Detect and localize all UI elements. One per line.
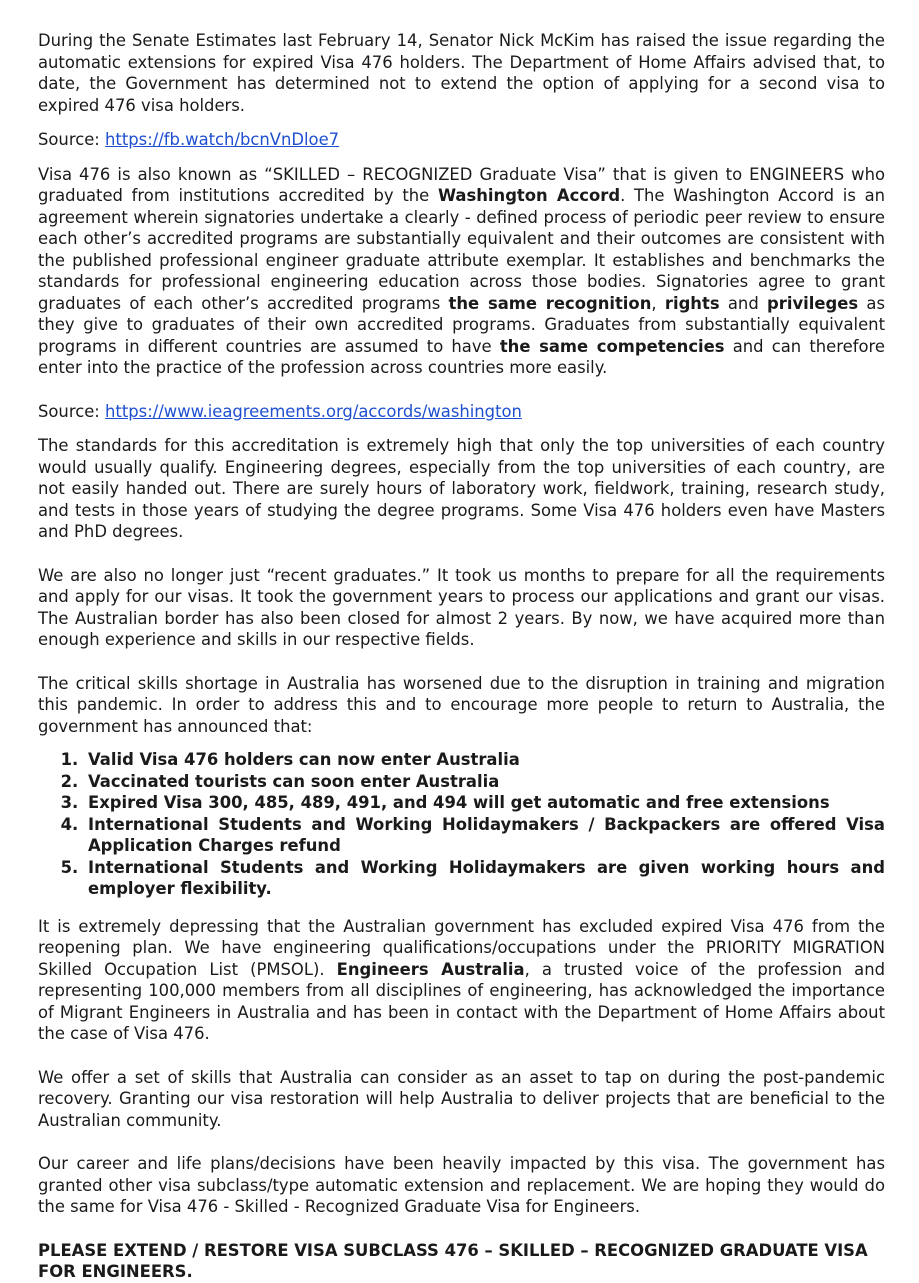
text-run: and can therefore enter into the practice of the profession across countries more easily. [38, 336, 885, 377]
paragraph-skills-offer: We offer a set of skills that Australia can consider as an asset to tap on during the post-pandemic recovery. Granting our visa restoration will help Australia to deliver projects that are beneficial to the Australian community. [38, 1067, 885, 1130]
source-label: Source: [38, 130, 106, 149]
list-item: 1. Valid Visa 476 holders can now enter Australia [84, 749, 885, 771]
text-run: as they give to graduates of their own accredited programs. Graduates from substantially equivalent programs in different countries are assumed to have [38, 293, 885, 356]
list-item: 3. Expired Visa 300, 485, 489, 491, and 494 will get automatic and free extensions [84, 792, 885, 814]
paragraph-skills-shortage: The critical skills shortage in Australia has worsened due to the disruption in training and migration this pandemic. In order to address this and to encourage more people to return to Australia, the government has announced that: [38, 673, 885, 736]
bold-same-competencies: the same competencies [499, 336, 725, 356]
text-run: and [719, 293, 768, 313]
paragraph-accreditation-standards: The standards for this accreditation is extremely high that only the top universities of each country would usually qualify. Engineering degrees, especially from the top universities of each country, are not easily handed out. There are surely hours of laboratory work, fieldwork, training, research study, and tests in those years of studying the degree programs. Some Visa 476 holders even have Masters and PhD degrees. [38, 436, 885, 541]
text-run: . The Washington Accord is an agreement wherein signatories undertake a clearly - defined process of periodic peer review to ensure each other’s accredited programs are substantially equivalent and their outcomes are consistent with the published professional engineer graduate attribute exemplar. It establishes and benchmarks the standards for professional engineering education across those bodies. Signatories agree to grant graduates of each other’s accredited programs [38, 186, 886, 313]
text-run: , [651, 293, 665, 313]
bold-privileges: privileges [767, 293, 859, 313]
source-label: Source: [38, 401, 106, 421]
bold-engineers-australia: Engineers Australia [336, 959, 525, 979]
source-link-ieagreements[interactable]: https://www.ieagreements.org/accords/washington [105, 401, 522, 421]
source-link-fb-watch[interactable]: https://fb.watch/bcnVnDloe7 [105, 130, 340, 149]
announcement-list [38, 749, 885, 900]
closing-appeal: PLEASE EXTEND / RESTORE VISA SUBCLASS 476 – SKILLED – RECOGNIZED GRADUATE VISA FOR ENGINEERS. [38, 1240, 868, 1281]
list-item: 4. International Students and Working Holidaymakers / Backpackers are offered Visa Application Charges refund [84, 814, 885, 857]
bold-same-recognition: the same recognition [448, 293, 652, 313]
paragraph-excluded-visa [38, 916, 885, 1045]
paragraph-recent-graduates: We are also no longer just “recent graduates.” It took us months to prepare for all the requirements and apply for our visas. It took the government years to process our applications and grant our visas. The Australian border has also been closed for almost 2 years. By now, we have acquired more than enough experience and skills in our respective fields. [38, 565, 885, 649]
bold-washington-accord: Washington Accord [437, 186, 621, 205]
text-run: , a trusted voice of the profession and representing 100,000 members from all disciplines of engineering, has acknowledged the importance of Migrant Engineers in Australia and has been in contact with the Department of Home Affairs about the case of Visa 476. [38, 959, 885, 1043]
source-line-2 [38, 401, 885, 423]
paragraph-senate-estimates: During the Senate Estimates last February 14, Senator Nick McKim has raised the issue regarding the automatic extensions for expired Visa 476 holders. The Department of Home Affairs advised that, to date, the Government has determined not to extend the option of applying for a second visa to expired 476 visa holders. [38, 31, 885, 115]
bold-rights: rights [664, 293, 720, 313]
list-item: 2. Vaccinated tourists can soon enter Australia [84, 771, 885, 793]
list-item: 5. International Students and Working Holidaymakers are given working hours and employer flexibility. [84, 857, 885, 900]
paragraph-washington-accord [38, 164, 885, 379]
text-run: It is extremely depressing that the Australian government has excluded expired Visa 476 from the reopening plan. We have engineering qualifications/occupations under the PRIORITY MIGRATION Skilled Occupation List (PMSOL). [38, 916, 885, 979]
text-run: Visa 476 is also known as “SKILLED – RECOGNIZED Graduate Visa” that is given to ENGINEERS who graduated from institutions accredited by the [38, 164, 885, 205]
paragraph-career-impact: Our career and life plans/decisions have been heavily impacted by this visa. The government has granted other visa subclass/type automatic extension and replacement. We are hoping they would do the same for Visa 476 - Skilled - Recognized Graduate Visa for Engineers. [38, 1154, 885, 1216]
source-line-1 [38, 129, 885, 151]
